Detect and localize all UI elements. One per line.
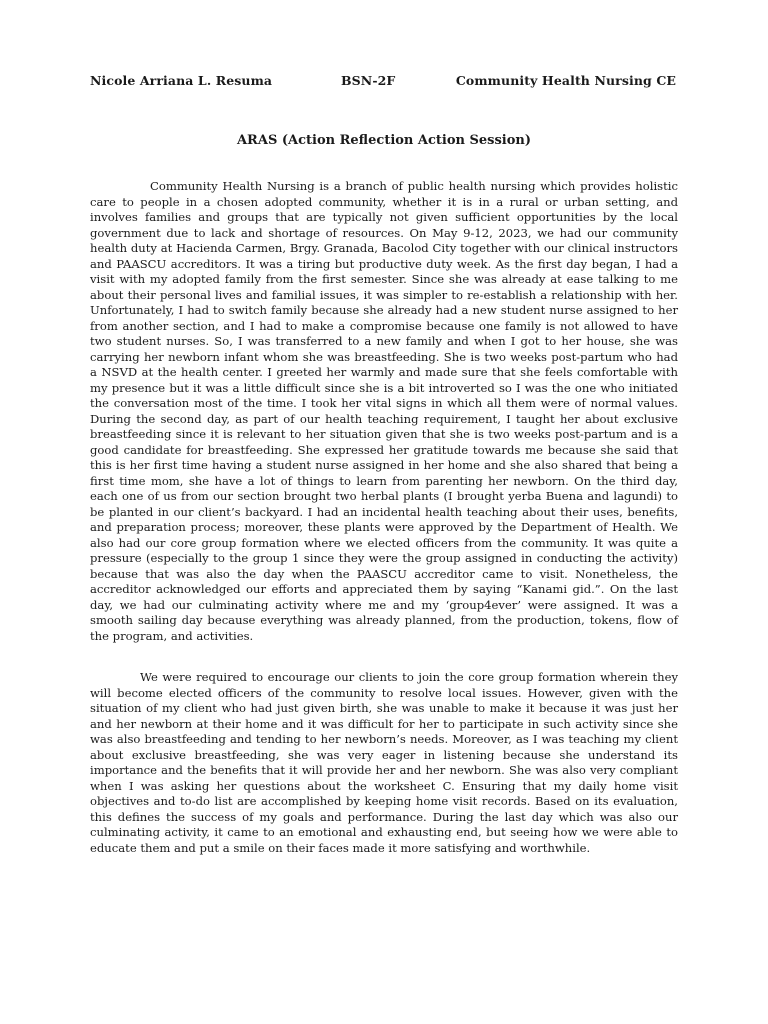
paragraph-2: We were required to encourage our clients to join the core group formation wherein they will become elected officers of the community to resolve local issues. However, given with the situation of my client who had just given birth, she was unable to make it because it was just her and her newborn at their home and it was difficult for her to participate in such activity since she was also breastfeeding and tending to her newborn’s needs. Moreover, as I was teaching my client about exclusive breastfeeding, she was very eager in listening because she understand its importance and the benefits that it will provide her and her newborn. She was also very compliant when I was asking her questions about the worksheet C. Ensuring that my daily home visit objectives and to-do list are accomplished by keeping home visit records. Based on its evaluation, this defines the success of my goals and performance. During the last day which was also our culminating activity, it came to an emotional and exhausting end, but seeing how we were able to educate them and put a smile on their faces made it more satisfying and worthwhile. [90, 670, 678, 855]
document-title: ARAS (Action Reflection Action Session) [236, 133, 532, 148]
document-header [90, 73, 680, 89]
paragraph-1: Community Health Nursing is a branch of public health nursing which provides holistic care to people in a chosen adopted community, whether it is in a rural or urban setting, and involves families and groups that are typically not given sufficient opportunities by the local government due to lack and shortage of resources. On May 9-12, 2023, we had our community health duty at Hacienda Carmen, Brgy. Granada, Bacolod City together with our clinical instructors and PAASCU accreditors. It was a tiring but productive duty week. As the first day began, I had a visit with my adopted family from the first semester. Since she was already at ease talking to me about their personal lives and familial issues, it was simpler to re-establish a relationship with her. Unfortunately, I had to switch family because she already had a new student nurse assigned to her from another section, and I had to make a compromise because one family is not allowed to have two student nurses. So, I was transferred to a new family and when I got to her house, she was carrying her newborn infant whom she was breastfeeding. She is two weeks post-partum who had a NSVD at the health center. I greeted her warmly and made sure that she feels comfortable with my presence but it was a little difficult since she is a bit introverted so I was the one who initiated the conversation most of the time. I took her vital signs in which all them were of normal values. During the second day, as part of our health teaching requirement, I taught her about exclusive breastfeeding since it is relevant to her situation given that she is two weeks post-partum and is a good candidate for breastfeeding. She expressed her gratitude towards me because she said that this is her first time having a student nurse assigned in her home and she also shared that being a first time mom, she have a lot of things to learn from parenting her newborn. On the third day, each one of us from our section brought two herbal plants (I brought yerba Buena and lagundi) to be planted in our client’s backyard. I had an incidental health teaching about their uses, benefits, and preparation process; moreover, these plants were approved by the Department of Health. We also had our core group formation where we elected officers from the community. It was quite a pressure (especially to the group 1 since they were the group assigned in conducting the activity) because that was also the day when the PAASCU accreditor came to visit. Nonetheless, the accreditor acknowledged our efforts and appreciated them by saying “Kanami gid.”. On the last day, we had our culminating activity where me and my ‘group4ever’ were assigned. It was a smooth sailing day because everything was already planned, from the production, tokens, flow of the program, and activities. [90, 179, 678, 643]
student-name: Nicole Arriana L. Resuma [90, 73, 273, 88]
course-name: Community Health Nursing CE [455, 73, 676, 88]
student-section: BSN-2F [341, 73, 396, 88]
